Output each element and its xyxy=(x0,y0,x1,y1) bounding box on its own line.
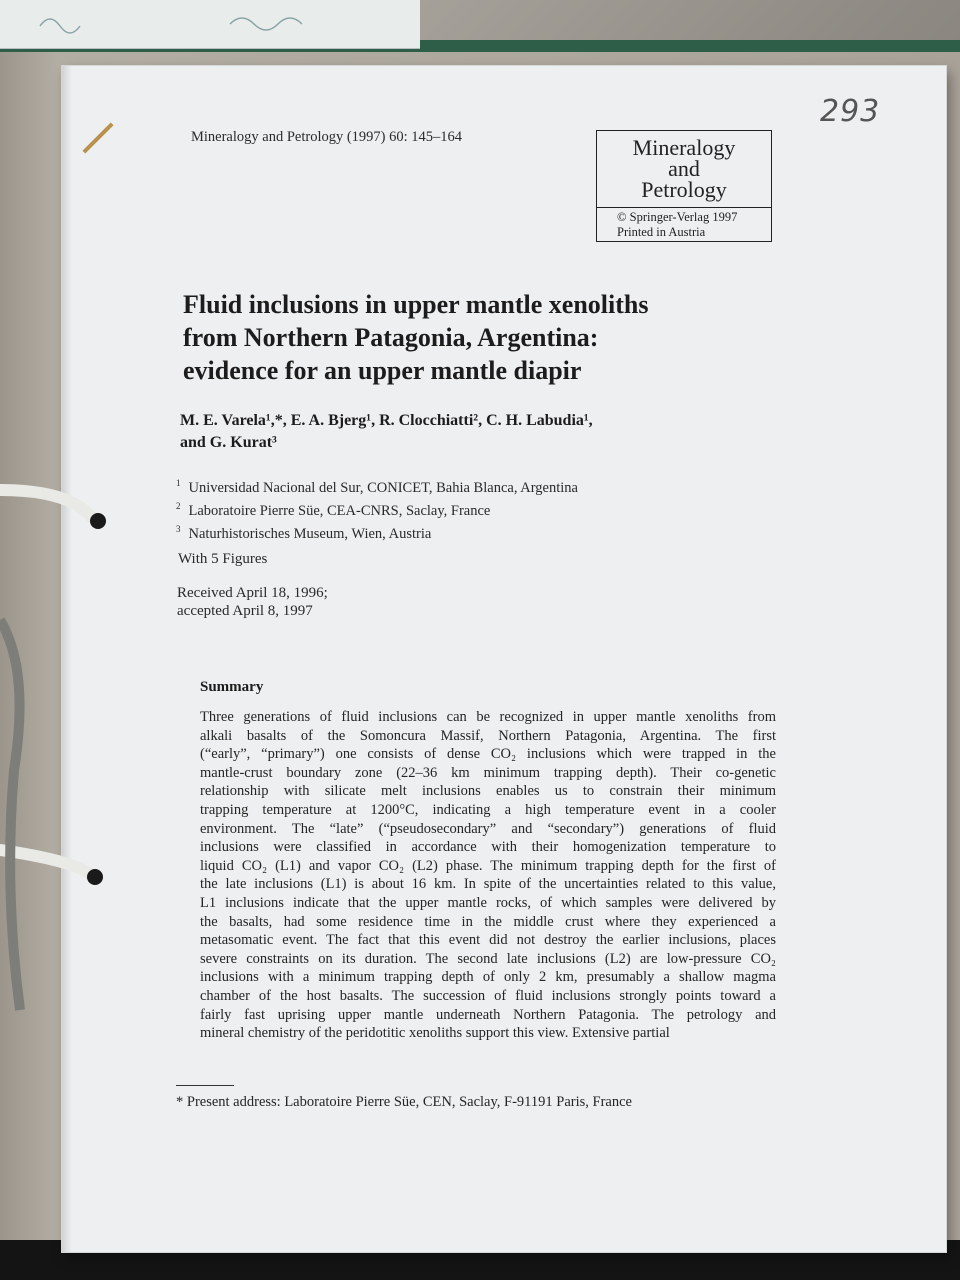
pencil-mark-icon xyxy=(82,122,113,153)
summary-line: mineral chemistry of the peridotitic xenoliths support this view. Extensive partial xyxy=(200,1025,670,1042)
summary-line: liquid CO₂ (L1) and vapor CO₂ (L2) phase. The minimum trapping depth for the first of xyxy=(200,857,776,874)
summary-line: alkali basalts of the Somoncura Massif, Northern Patagonia, Argentina. The first xyxy=(200,727,776,744)
summary-line: metasomatic event. The fact that this event did not destroy the earlier inclusions, places xyxy=(200,932,776,949)
affiliation-mark: 1 xyxy=(176,478,181,488)
summary-heading: Summary xyxy=(200,679,264,695)
summary-text xyxy=(200,708,776,1043)
affiliation-mark: 2 xyxy=(176,500,181,511)
received-dates xyxy=(177,584,328,620)
logo-title xyxy=(597,137,771,200)
summary-line: (“early”, “primary”) one consists of dense CO₂ inclusions which were trapped in the xyxy=(200,746,776,763)
summary-line: Three generations of fluid inclusions can be recognized in upper mantle xenoliths from xyxy=(200,709,776,725)
affiliation-mark: 3 xyxy=(176,523,181,534)
footnote-rule xyxy=(176,1085,234,1086)
summary-line: the late inclusions (L1) is about 16 km. In spite of the uncertainties related to this value, xyxy=(200,876,776,893)
logo-title-line: and xyxy=(668,156,700,181)
author-line: and G. Kurat³ xyxy=(180,434,277,451)
affiliation-text: Laboratoire Pierre Süe, CEA-CNRS, Saclay, France xyxy=(188,502,491,519)
paper-page xyxy=(62,66,946,1252)
affiliation-item xyxy=(176,520,578,543)
summary-line: L1 inclusions indicate that the upper mantle rocks, of which samples were delivered by xyxy=(200,894,776,911)
logo-title-line: Petrology xyxy=(641,177,727,202)
summary-line: environment. The “late” (“pseudosecondary” and “secondary”) generations of fluid xyxy=(200,820,776,837)
publisher-line: © Springer-Verlag 1997 xyxy=(617,210,738,224)
summary-line: inclusions were classified in accordance with their homogenization temperature to xyxy=(200,839,776,856)
accepted-line: accepted April 8, 1997 xyxy=(177,603,313,619)
affiliations xyxy=(176,474,578,542)
publisher-line: Printed in Austria xyxy=(617,225,706,239)
title-line: from Northern Patagonia, Argentina: xyxy=(183,323,599,352)
handwritten-page-number: 293 xyxy=(820,94,881,129)
summary-line: the basalts, had some residence time in the middle crust where they experienced a xyxy=(200,913,776,930)
scribble-icon xyxy=(30,6,330,36)
summary-line: mantle-crust boundary zone (22–36 km minimum trapping depth). Their co-genetic xyxy=(200,764,776,781)
footnote: * Present address: Laboratoire Pierre Süe, CEN, Saclay, F-91191 Paris, France xyxy=(176,1094,632,1110)
figures-note: With 5 Figures xyxy=(178,551,268,567)
affiliation-text: Universidad Nacional del Sur, CONICET, Bahia Blanca, Argentina xyxy=(188,479,578,496)
title-line: evidence for an upper mantle diapir xyxy=(183,356,582,385)
journal-citation: Mineralogy and Petrology (1997) 60: 145–164 xyxy=(191,129,463,145)
summary-line: fairly fast uprising upper mantle underneath Northern Patagonia. The petrology and xyxy=(200,1006,776,1023)
title-line: Fluid inclusions in upper mantle xenoliths xyxy=(183,290,649,319)
affiliation-item xyxy=(176,497,578,520)
author-list xyxy=(180,410,820,454)
paper-title xyxy=(183,288,783,387)
logo-title-line: Mineralogy xyxy=(632,135,736,160)
summary-line: inclusions with a minimum trapping depth of only 2 km, presumably a shallow magma xyxy=(200,969,776,986)
summary-line: chamber of the host basalts. The succession of fluid inclusions strongly points toward a xyxy=(200,987,776,1004)
journal-logo xyxy=(596,130,772,242)
received-line: Received April 18, 1996; xyxy=(177,585,328,601)
affiliation-text: Naturhistorisches Museum, Wien, Austria xyxy=(188,525,432,542)
binder-rings-icon xyxy=(0,470,120,1030)
summary-line: trapping temperature at 1200°C, indicating a high temperature event in a cooler xyxy=(200,801,776,818)
note-paper xyxy=(0,0,420,49)
summary-line: severe constraints on its duration. The second late inclusions (L2) are low-pressure CO₂ xyxy=(200,950,776,967)
summary-line: relationship with silicate melt inclusions enables us to constrain their minimum xyxy=(200,783,776,800)
affiliation-item xyxy=(176,474,578,497)
logo-publisher xyxy=(597,207,771,241)
author-line: M. E. Varela¹,*, E. A. Bjerg¹, R. Clocchiatti², C. H. Labudia¹, xyxy=(180,412,593,429)
